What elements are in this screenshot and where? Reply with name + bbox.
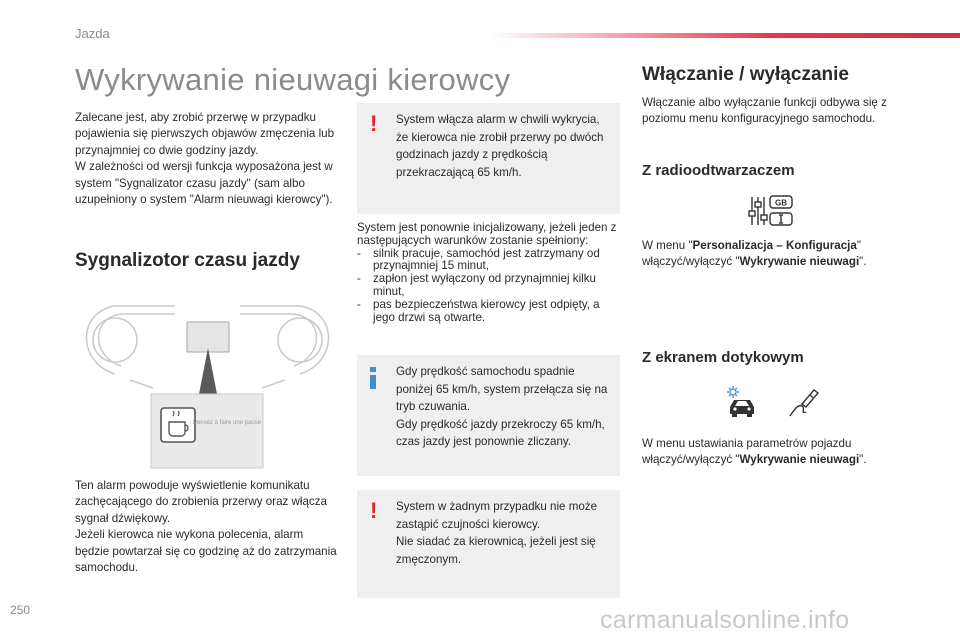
- info-text-1: Gdy prędkość samochodu spadnie poniżej 65 km/h, system przełącza się na tryb czuwania.: [396, 365, 608, 414]
- intro-text: [75, 110, 337, 208]
- warning-text-2a: System w żadnym przypadku nie może zastąpić czujności kierowcy.: [396, 500, 598, 531]
- alarm-paragraph-1: Ten alarm powoduje wyświetlenie komunikatu zachęcającego do zrobienia przerwy oraz włącza sygnał dźwiękowy.: [75, 479, 327, 525]
- cluster-drawing: [75, 302, 340, 472]
- list-item: - silnik pracuje, samochód jest zatrzymany od przynajmniej 15 minut,: [357, 246, 600, 273]
- intro-paragraph-1: Zalecane jest, aby zrobić przerwę w przypadku pojawienia się pierwszych objawów zmęczenia lub przynajmniej co dwie godziny jazdy.: [75, 111, 335, 157]
- menu-item-name: Wykrywanie nieuwagi: [739, 255, 860, 269]
- reset-conditions: [357, 222, 622, 324]
- watermark: carmanualsonline.info: [600, 606, 850, 634]
- info-icon: [367, 367, 379, 387]
- menu-item-name: Wykrywanie nieuwagi: [739, 453, 860, 467]
- touchscreen-instruction: W menu ustawiania parametrów pojazdu włączyć/wyłączyć "Wykrywanie nieuwagi".: [642, 437, 867, 467]
- subtitle-radio: Z radioodtwarzaczem: [642, 162, 795, 179]
- info-box-speed: [357, 355, 620, 476]
- list-item: - zapłon jest wyłączony od przynajmniej kilku minut,: [357, 272, 596, 298]
- enable-intro: Włączanie albo wyłączanie funkcji odbywa się z poziomu menu konfiguracyjnego samochodu.: [642, 96, 887, 126]
- reset-intro: System jest ponownie inicjalizowany, jeżeli jeden z następujących warunków zostanie spełniony:: [357, 221, 617, 247]
- vehicle-settings-icon: [725, 384, 761, 420]
- radio-instruction: W menu "Personalizacja – Konfiguracja" włączyć/wyłączyć "Wykrywanie nieuwagi".: [642, 239, 867, 269]
- radio-settings-icon: [748, 193, 796, 229]
- exclamation-icon: !: [370, 111, 378, 136]
- exclamation-icon: !: [370, 498, 378, 523]
- section-header: Jazda: [75, 26, 110, 41]
- section-title-driving-time: Sygnalizotor czasu jazdy: [75, 250, 300, 271]
- subtitle-touchscreen: Z ekranem dotykowym: [642, 349, 804, 366]
- intro-paragraph-2: W zależności od wersji funkcja wyposażona jest w system "Sygnalizator czasu jazdy" (sam albo uzupełniony o system "Alarm nieuwagi kierowcy").: [75, 160, 333, 207]
- page-number: 250: [10, 603, 31, 617]
- alarm-description: [75, 478, 340, 576]
- warning-box-alarm: [357, 103, 620, 214]
- alarm-paragraph-2: Jeżeli kierowca nie wykona polecenia, alarm będzie powtarzał się co godzinę aż do zatrzymania samochodu.: [75, 528, 337, 575]
- instrument-cluster-illustration: [75, 302, 340, 472]
- menu-name: Personalizacja – Konfiguracja: [692, 239, 857, 252]
- warning-text-2b: Nie siadać za kierownicą, jeżeli jest się zmęczonym.: [396, 535, 596, 566]
- list-item: - pas bezpieczeństwa kierowcy jest odpięty, a jego drzwi są otwarte.: [357, 297, 600, 324]
- warning-box-vigilance: [357, 490, 620, 598]
- header-accent-line: [490, 33, 960, 38]
- page-title: Wykrywanie nieuwagi kierowcy: [75, 62, 511, 97]
- driving-settings-icon: [786, 384, 822, 420]
- gb-label: GB: [775, 198, 787, 208]
- warning-text-1: System włącza alarm w chwili wykrycia, że kierowca nie zrobił przerwy po dwóch godzinach jazdy z prędkością przekraczającą 65 km/h.: [396, 113, 604, 179]
- display-message: Pensez à faire une pause: [192, 420, 262, 426]
- info-text-2: Gdy prędkość jazdy przekroczy 65 km/h, czas jazdy jest ponownie zliczany.: [396, 417, 605, 449]
- section-title-enable-disable: Włączanie / wyłączanie: [642, 64, 849, 85]
